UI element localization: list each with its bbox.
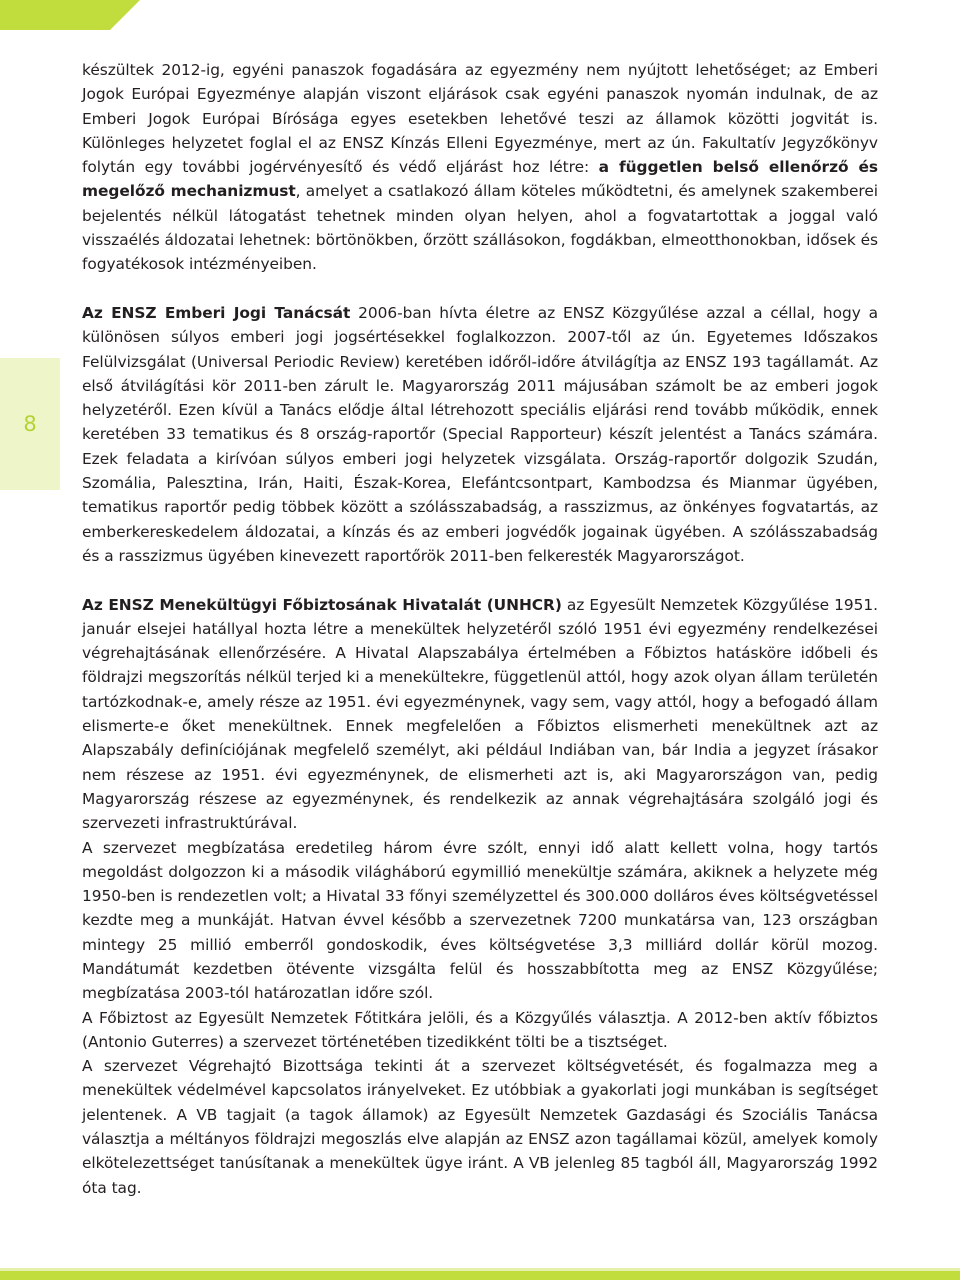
paragraph-text: 2006-ban hívta életre az ENSZ Közgyűlése azzal a céllal, hogy a különösen súlyos emberi jogi jogsértésekkel foglalkozzon. 2007-től az ún. Egyetemes Időszakos Felülvizsgálat (Universal Periodic Review) keretében időről-időre átvilágítja az ENSZ 193 tagállamát. Az első átvilágítási kör 2011-ben zárult le. Magyarország 2011 májusában számolt be az emberi jogok helyzetéről. Ezen kívül a Tanács elődje által létrehozott speciális eljárási rend tovább működik, ennek keretében 33 tematikus és 8 ország-raportőr (Special Rapporteur) készít jelentést a Tanács számára. Ezek feladata a kirívóan súlyos emberi jogi helyzetek vizsgálata. Ország-raportőr dolgozik Szudán, Szomália, Palesztina, Irán, Haiti, Észak-Korea, Elefántcsontpart, Kambodzsa és Mianmar ügyében, tematikus raportőr pedig többek között a szólásszabadság, a rasszizmus, az önkényes fogvatartás, az emberkereskedelem áldozatai, a kínzás és az emberi jogvédők jogainak ügyében. A szólásszabadság és a rasszizmus ügyében kinevezett raportőrök 2011-ben felkeresték Magyarországot. [82,303,878,565]
paragraph-text: A Főbiztost az Egyesült Nemzetek Főtitkára jelöli, és a Közgyűlés választja. A 2012-ben aktív főbiztos (Antonio Guterres) a szervezet történetében tizedikként tölti be a tisztséget. [82,1008,878,1051]
paragraph-text: A szervezet Végrehajtó Bizottsága tekinti át a szervezet költségvetését, és fogalmazza meg a menekültek védelmével kapcsolatos irányelveket. Ez utóbbiak a gyakorlati jogi munkában is segítséget jelentenek. A VB tagjait (a tagok államok) az Egyesült Nemzetek Gazdasági és Szociális Tanácsa választja a méltányos földrajzi megoszlás elve alapján az ENSZ azon tagállamai közül, amelyek komoly elkötelezettséget tanúsítanak a menekültek ügye iránt. A VB jelenleg 85 tagból áll, Magyarország 1992 óta tag. [82,1057,878,1197]
paragraph [82,301,878,568]
paragraph-text: az Egyesült Nemzetek Közgyűlése 1951. január elsejei hatállyal hozta létre a menekültek helyzetéről szóló 1951 évi egyezmény rendelkezései végrehajtásának ellenőrzésére. A Hivatal Alapszabálya értelmében a Főbiztos hatásköre időbeli és földrajzi megszorítás nélkül terjed ki a menekültekre, függetlenül attól, hogy azok olyan állam területén tartózkodnak-e, amely része az 1951. évi egyezménynek, vagy sem, vagy attól, hogy a befogadó állam elismerte-e őket menekültnek. Ennek megfelelően a Főbiztos elismerheti menekültnek azt az Alapszabály definíciójának megfelelő személyt, aki például Indiában van, bár India a jegyzet írásakor nem részese az 1951. évi egyezménynek, de elismerheti azt is, aki Magyarországon van, pedig Magyarország részese az egyezménynek, és rendelkezik az annak végrehajtására szolgáló jogi és szervezeti infrastruktúrával. [82,595,878,833]
paragraph-text: , amelyet a csatlakozó állam köteles működtetni, és amelynek szakemberei bejelentés nélkül látogatást tehetnek minden olyan helyen, ahol a fogvatartottak a joggal való visszaélés áldozatai lehetnek: börtönökben, őrzött szállásokon, fogdákban, elmeotthonokban, idősek és fogyatékosok intézményeiben. [82,182,879,274]
paragraph-bold-text: a független belső ellenőrző és megelőző mechanizmust [82,158,878,201]
paragraph-text: A szervezet megbízatása eredetileg három évre szólt, ennyi idő alatt kellett volna, hogy tartós megoldást dolgozzon ki a második világháború egymillió menekültje számára, akiknek a helyzete még 1950-ben is rendezetlen volt; a Hivatal 33 főnyi személyzettel és 300.000 dolláros éves költségvetéssel kezdte meg a munkáját. Hatvan évvel később a szervezetnek 7200 munkatársa van, 123 országban mintegy 25 millió emberről gondoskodik, éves költségvetése 3,3 milliárd dollár körül mozog. Mandátumát kezdetben ötévente vizsgálta felül és hosszabbította meg az ENSZ Közgyűlése; megbízatása 2003-tól határozatlan időre szól. [82,838,878,1003]
paragraph [82,593,878,836]
page-number-tab [0,358,60,490]
paragraph-bold-text: Az ENSZ Emberi Jogi Tanácsát [82,303,351,322]
paragraph-text: készültek 2012-ig, egyéni panaszok fogadására az egyezmény nem nyújtott lehetőséget; az Emberi Jogok Európai Egyezménye alapján viszont eljárások csak egyéni panaszok nyomán indulnak, de az Emberi Jogok Európai Bírósága egyes esetekben lehetővé teszi az államok közötti jogvitát is. Különleges helyzetet foglal el az ENSZ Kínzás Elleni Egyezménye, mert az ún. Fakultatív Jegyzőkönyv folytán egy további jogérvényesítő és védő eljárást hoz létre: [82,61,878,177]
corner-mark-decoration [0,0,140,30]
paragraph [82,1006,878,1055]
paragraph-bold-text: Az ENSZ Menekültügyi Főbiztosának Hivatalát (UNHCR) [82,595,562,614]
paragraph [82,1054,878,1200]
footer-stripe [0,1271,960,1280]
paragraph [82,58,878,277]
page-number: 8 [23,412,37,436]
paragraph [82,836,878,1006]
page-body [82,58,878,1200]
